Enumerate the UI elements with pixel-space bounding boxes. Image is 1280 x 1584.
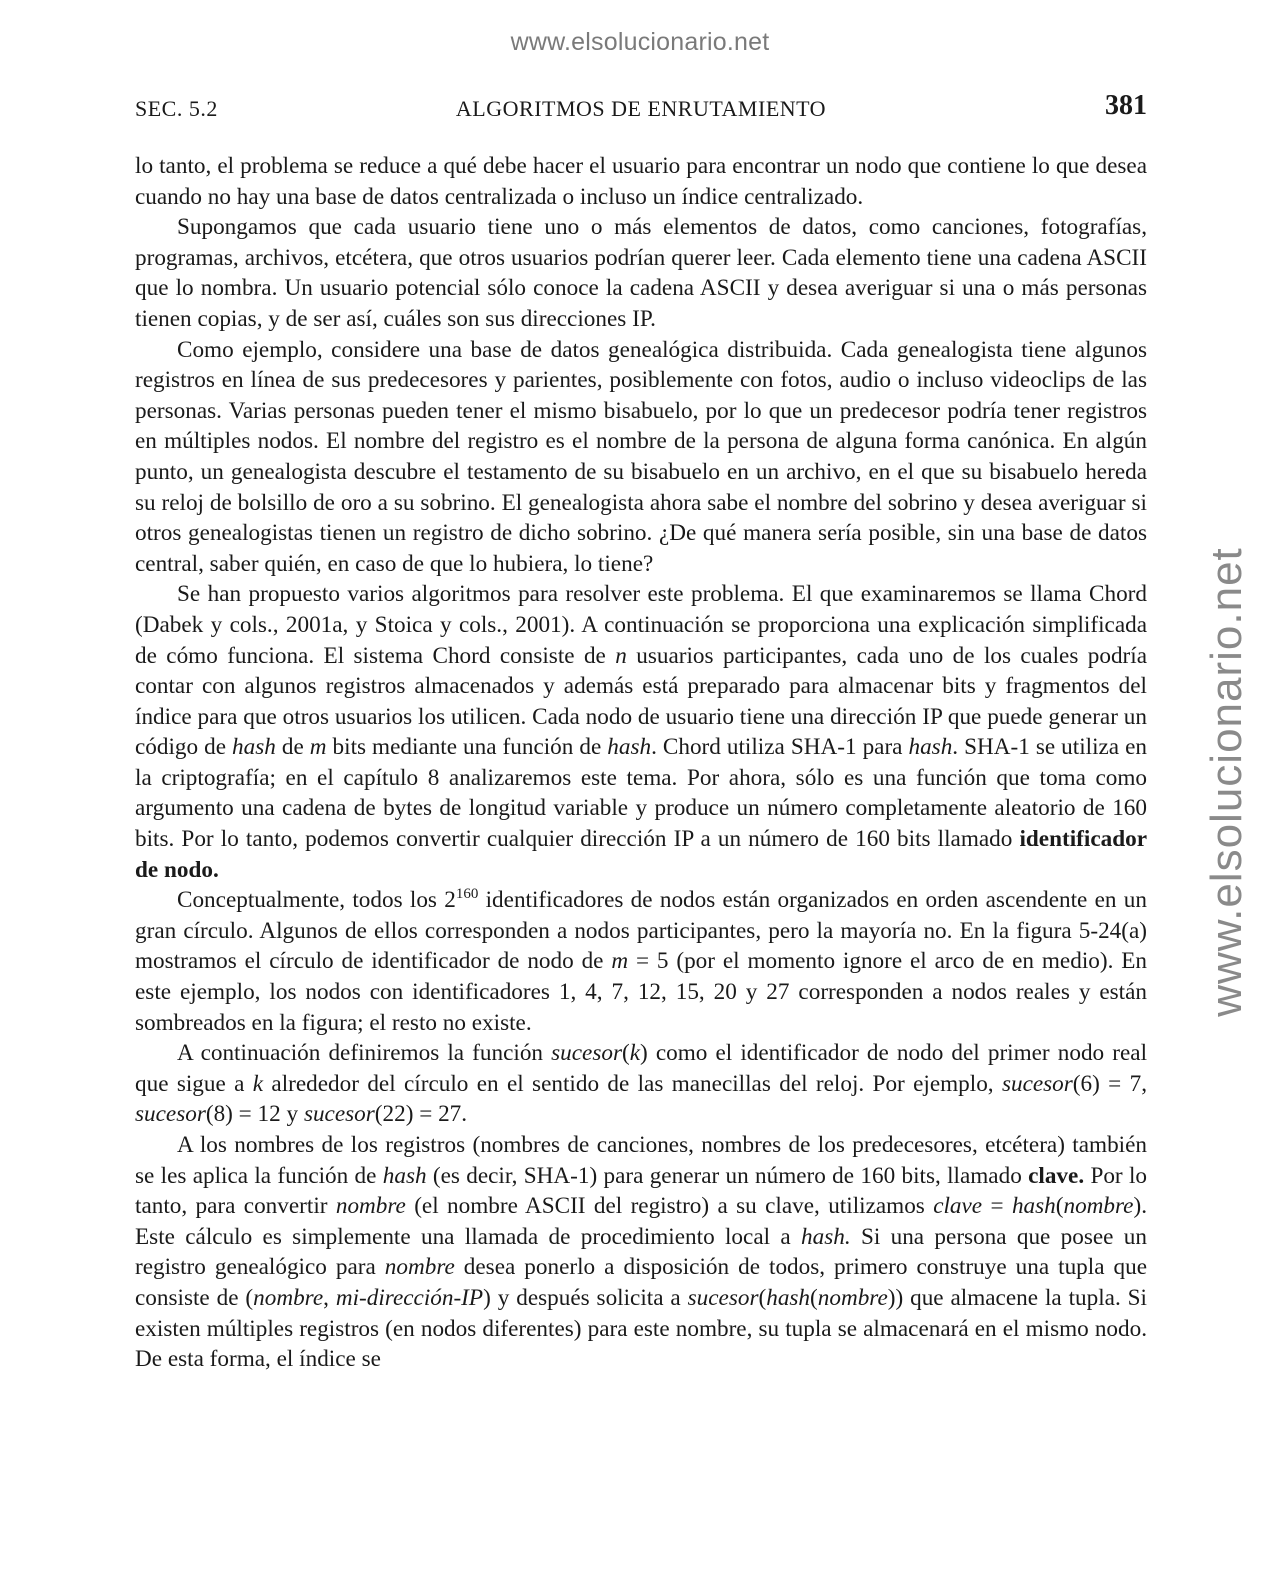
italic-run: n bbox=[615, 642, 627, 669]
text-run: ( bbox=[621, 1040, 630, 1067]
italic-run: sucesor bbox=[551, 1040, 622, 1067]
text-run: (el nombre ASCII del registro) a su clave, utilizamos bbox=[405, 1193, 934, 1220]
text-run: = bbox=[982, 1193, 1012, 1220]
bold-term: clave. bbox=[1028, 1162, 1085, 1189]
text-run: Supongamos que cada usuario tiene uno o más elementos de datos, como canciones, fotografías, programas, archivos, etcétera, que otros usuarios podrían querer leer. Cada elemento tiene una cadena ASCII que lo nombra. Un usuario potencial sólo conoce la cadena ASCII y desea averiguar si una o más personas tienen copias, y de ser así, cuáles son sus direcciones IP. bbox=[135, 214, 1147, 332]
text-run: . Chord utiliza SHA-1 para bbox=[651, 734, 909, 761]
text-run: (22) = 27. bbox=[374, 1101, 468, 1128]
text-run: Como ejemplo, considere una base de datos genealógica distribuida. Cada genealogista tiene algunos registros en línea de sus predecesores y parientes, posiblemente con fotos, audio o incluso videoclips de las personas. Varias personas pueden tener el mismo bisabuelo, por lo que un predecesor podría tener registros en múltiples nodos. El nombre del registro es el nombre de la persona de alguna forma canónica. En algún punto, un genealogista descubre el testamento de su bisabuelo en un archivo, en el que su bisabuelo hereda su reloj de bolsillo de oro a su sobrino. El genealogista ahora sabe el nombre del sobrino y desea averiguar si otros genealogistas tienen un registro de dicho sobrino. ¿De qué manera sería posible, sin una base de datos central, saber quién, en caso de que lo hubiera, lo tiene? bbox=[135, 336, 1147, 577]
italic-run: hash bbox=[908, 734, 953, 761]
text-run: desea ponerlo a disposición de todos, primero construye una tupla que consiste de ( bbox=[135, 1254, 1147, 1311]
text-run: (8) = 12 y bbox=[205, 1101, 304, 1128]
italic-run: k bbox=[252, 1070, 264, 1097]
italic-run: hash. bbox=[801, 1223, 851, 1250]
text-run: lo tanto, el problema se reduce a qué debe hacer el usuario para encontrar un nodo que contiene lo que desea cuando no hay una base de datos centralizada o incluso un índice centralizado. bbox=[135, 153, 1147, 210]
bold-term: identificador de nodo. bbox=[135, 826, 1147, 883]
text-run: Si una persona que posee un registro genealógico para bbox=[135, 1223, 1147, 1281]
italic-run: nombre bbox=[335, 1193, 406, 1220]
italic-run: m bbox=[611, 948, 629, 975]
italic-run: hash bbox=[382, 1162, 427, 1189]
paragraph bbox=[135, 1038, 1147, 1130]
text-run: = 5 (por el momento ignore el arco de en medio). En este ejemplo, los nodos con identificadores 1, 4, 7, 12, 15, 20 y 27 corresponden a nodos reales y están sombreados en la figura; el resto no existe. bbox=[135, 948, 1147, 1036]
italic-run: sucesor bbox=[303, 1101, 375, 1128]
italic-run: clave bbox=[933, 1193, 983, 1220]
text-run: , bbox=[323, 1284, 336, 1311]
text-run: ( bbox=[810, 1284, 818, 1311]
italic-run: mi-dirección-IP bbox=[335, 1284, 484, 1311]
section-label: SEC. 5.2 bbox=[135, 96, 218, 121]
italic-run: hash bbox=[766, 1284, 811, 1311]
text-run: (6) = 7, bbox=[1072, 1070, 1148, 1097]
text-run: ( bbox=[1055, 1193, 1064, 1220]
text-run: de bbox=[275, 734, 310, 761]
italic-run: hash bbox=[232, 734, 276, 761]
text-run: ) como el identificador de nodo del primer nodo real que sigue a bbox=[135, 1040, 1148, 1097]
superscript: 160 bbox=[455, 886, 479, 903]
page-number: 381 bbox=[1105, 90, 1147, 121]
text-run: identificadores de nodos están organizados en orden ascendente en un gran círculo. Algunos de ellos corresponden a nodos participantes, pero la mayoría no. En la figura 5-24(a) mostramos el círculo de identificador de nodo de bbox=[135, 887, 1147, 975]
text-run: Conceptualmente, todos los 2 bbox=[177, 887, 456, 914]
italic-run: nombre bbox=[817, 1284, 888, 1311]
text-run: . SHA-1 se utiliza en la criptografía; en el capítulo 8 analizaremos este tema. Por ahora, sólo es una función que toma como argumento una cadena de bytes de longitud variable y produce un número completamente aleatorio de 160 bits. Por lo tanto, podemos convertir cualquier dirección IP a un número de 160 bits llamado bbox=[135, 734, 1147, 853]
italic-run: sucesor bbox=[687, 1284, 759, 1311]
watermark-side: www.elsolucionario.net bbox=[1202, 547, 1251, 1017]
italic-run: hash bbox=[607, 734, 652, 761]
paragraph bbox=[135, 151, 1147, 212]
italic-run: m bbox=[309, 734, 327, 761]
italic-run: nombre bbox=[1063, 1193, 1134, 1220]
running-header bbox=[135, 92, 1147, 126]
chapter-section-title: ALGORITMOS DE ENRUTAMIENTO bbox=[455, 96, 827, 121]
italic-run: nombre bbox=[384, 1254, 455, 1281]
text-run: Se han propuesto varios algoritmos para resolver este problema. El que examinaremos se llama Chord (Dabek y cols., 2001a, y Stoica y cols., 2001). A continuación se proporciona una explicación simplificada de cómo funciona. El sistema Chord consiste de bbox=[135, 581, 1147, 669]
italic-run: k bbox=[629, 1040, 641, 1067]
italic-run: nombre bbox=[253, 1284, 324, 1311]
paragraph bbox=[135, 579, 1147, 885]
paragraph bbox=[135, 335, 1147, 580]
paragraph bbox=[135, 212, 1147, 334]
body-text bbox=[135, 151, 1147, 1375]
text-run: (es decir, SHA-1) para generar un número de 160 bits, llamado bbox=[426, 1162, 1029, 1189]
text-run: ) y después solicita a bbox=[483, 1284, 688, 1311]
italic-run: hash bbox=[1011, 1193, 1056, 1220]
text-run: alrededor del círculo en el sentido de las manecillas del reloj. Por ejemplo, bbox=[263, 1070, 1002, 1097]
text-run: usuarios participantes, cada uno de los cuales podría contar con algunos registros almacenados y además está preparado para almacenar bits y fragmentos del índice para que otros usuarios los utilicen. Cada nodo de usuario tiene una dirección IP que puede generar un código de bbox=[135, 642, 1147, 761]
italic-run: sucesor bbox=[135, 1101, 206, 1128]
text-run: ). Este cálculo es simplemente una llamada de procedimiento local a bbox=[135, 1193, 1147, 1250]
italic-run: sucesor bbox=[1001, 1070, 1073, 1097]
watermark-top: www.elsolucionario.net bbox=[510, 28, 770, 56]
text-run: Por lo tanto, para convertir bbox=[135, 1162, 1148, 1220]
text-run: bits mediante una función de bbox=[326, 734, 608, 761]
text-run: A continuación definiremos la función bbox=[177, 1040, 552, 1067]
text-run: A los nombres de los registros (nombres de canciones, nombres de los predecesores, etcétera) también se les aplica la función de bbox=[135, 1132, 1147, 1189]
paragraph bbox=[135, 885, 1147, 1038]
paragraph bbox=[135, 1130, 1147, 1375]
text-run: ( bbox=[758, 1284, 767, 1311]
text-run: )) que almacene la tupla. Si existen múltiples registros (en nodos diferentes) para este nombre, su tupla se almacenará en el mismo nodo. De esta forma, el índice se bbox=[135, 1284, 1148, 1373]
